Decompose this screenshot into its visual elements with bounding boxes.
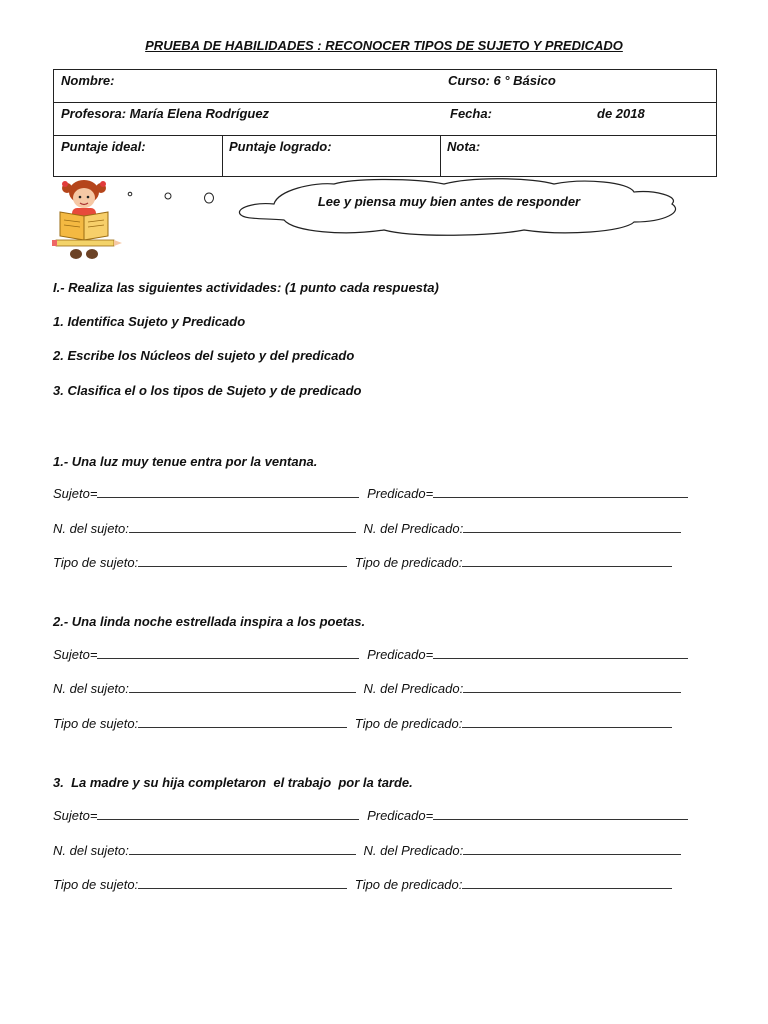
n-sujeto-answer-line[interactable] — [129, 522, 356, 533]
n-sujeto-answer-line[interactable] — [129, 844, 356, 855]
n-predicado-answer-line[interactable] — [463, 844, 681, 855]
sujeto-answer-line[interactable] — [97, 648, 359, 659]
tipo-sujeto-label: Tipo de sujeto: — [53, 716, 139, 731]
tipo-predicado-answer-line[interactable] — [462, 717, 672, 728]
header-row-2 — [54, 103, 716, 136]
answer-row-tipos — [53, 877, 713, 897]
tipo-sujeto-label: Tipo de sujeto: — [53, 877, 139, 892]
n-predicado-answer-line[interactable] — [463, 682, 681, 693]
answer-row-tipos — [53, 555, 713, 575]
instructions-heading: I.- Realiza las siguientes actividades: (1 punto cada respuesta) — [53, 280, 439, 295]
thought-bubbles — [124, 188, 220, 208]
n-sujeto-label: N. del sujeto: — [53, 681, 129, 696]
predicado-answer-line[interactable] — [433, 487, 688, 498]
divider — [222, 136, 223, 177]
sujeto-label: Sujeto= — [53, 647, 98, 662]
answer-row-tipos — [53, 716, 713, 736]
answer-row-sujeto-predicado — [53, 808, 713, 828]
fecha-label: Fecha: — [450, 106, 492, 121]
n-sujeto-label: N. del sujeto: — [53, 843, 129, 858]
instruction-item: 2. Escribe los Núcleos del sujeto y del predicado — [53, 348, 355, 363]
instruction-item: 1. Identifica Sujeto y Predicado — [53, 314, 246, 329]
answer-row-sujeto-predicado — [53, 647, 713, 667]
cloud-text: Lee y piensa muy bien antes de responder — [317, 194, 581, 209]
tipo-predicado-label: Tipo de predicado: — [354, 555, 463, 570]
answer-row-nucleos — [53, 843, 713, 863]
answer-row-sujeto-predicado — [53, 486, 713, 506]
header-row-1 — [54, 70, 716, 103]
reading-girl-illustration — [50, 178, 125, 264]
predicado-label: Predicado= — [367, 486, 434, 501]
tipo-predicado-answer-line[interactable] — [462, 556, 672, 567]
sujeto-label: Sujeto= — [53, 486, 98, 501]
header-table — [53, 69, 717, 177]
n-predicado-label: N. del Predicado: — [363, 521, 464, 536]
sujeto-answer-line[interactable] — [97, 487, 359, 498]
tipo-predicado-label: Tipo de predicado: — [354, 716, 463, 731]
sujeto-label: Sujeto= — [53, 808, 98, 823]
exercise-sentence: 1.- Una luz muy tenue entra por la ventana. — [53, 454, 318, 469]
n-predicado-label: N. del Predicado: — [363, 681, 464, 696]
n-sujeto-answer-line[interactable] — [129, 682, 356, 693]
profesora-label: Profesora: María Elena Rodríguez — [61, 106, 270, 121]
curso-label: Curso: 6 ° Básico — [448, 73, 556, 88]
tipo-sujeto-label: Tipo de sujeto: — [53, 555, 139, 570]
anio-label: de 2018 — [597, 106, 645, 121]
exercise-sentence: 2.- Una linda noche estrellada inspira a los poetas. — [53, 614, 366, 629]
answer-row-nucleos — [53, 521, 713, 541]
nota-label: Nota: — [447, 139, 481, 154]
n-predicado-label: N. del Predicado: — [363, 843, 464, 858]
predicado-answer-line[interactable] — [433, 809, 688, 820]
sujeto-answer-line[interactable] — [97, 809, 359, 820]
tipo-sujeto-answer-line[interactable] — [138, 717, 347, 728]
divider — [440, 136, 441, 177]
exercise-sentence: 3. La madre y su hija completaron el trabajo por la tarde. — [53, 775, 413, 790]
page-title: PRUEBA DE HABILIDADES : RECONOCER TIPOS DE SUJETO Y PREDICADO — [145, 38, 623, 53]
predicado-label: Predicado= — [367, 647, 434, 662]
answer-row-nucleos — [53, 681, 713, 701]
predicado-answer-line[interactable] — [433, 648, 688, 659]
tipo-predicado-label: Tipo de predicado: — [354, 877, 463, 892]
n-sujeto-label: N. del sujeto: — [53, 521, 129, 536]
instruction-item: 3. Clasifica el o los tipos de Sujeto y de predicado — [53, 383, 362, 398]
tipo-predicado-answer-line[interactable] — [462, 878, 672, 889]
n-predicado-answer-line[interactable] — [463, 522, 681, 533]
puntaje-logrado-label: Puntaje logrado: — [229, 139, 332, 154]
nombre-label: Nombre: — [61, 73, 115, 88]
predicado-label: Predicado= — [367, 808, 434, 823]
tipo-sujeto-answer-line[interactable] — [138, 556, 347, 567]
header-row-3 — [54, 136, 716, 177]
tipo-sujeto-answer-line[interactable] — [138, 878, 347, 889]
puntaje-ideal-label: Puntaje ideal: — [61, 139, 146, 154]
